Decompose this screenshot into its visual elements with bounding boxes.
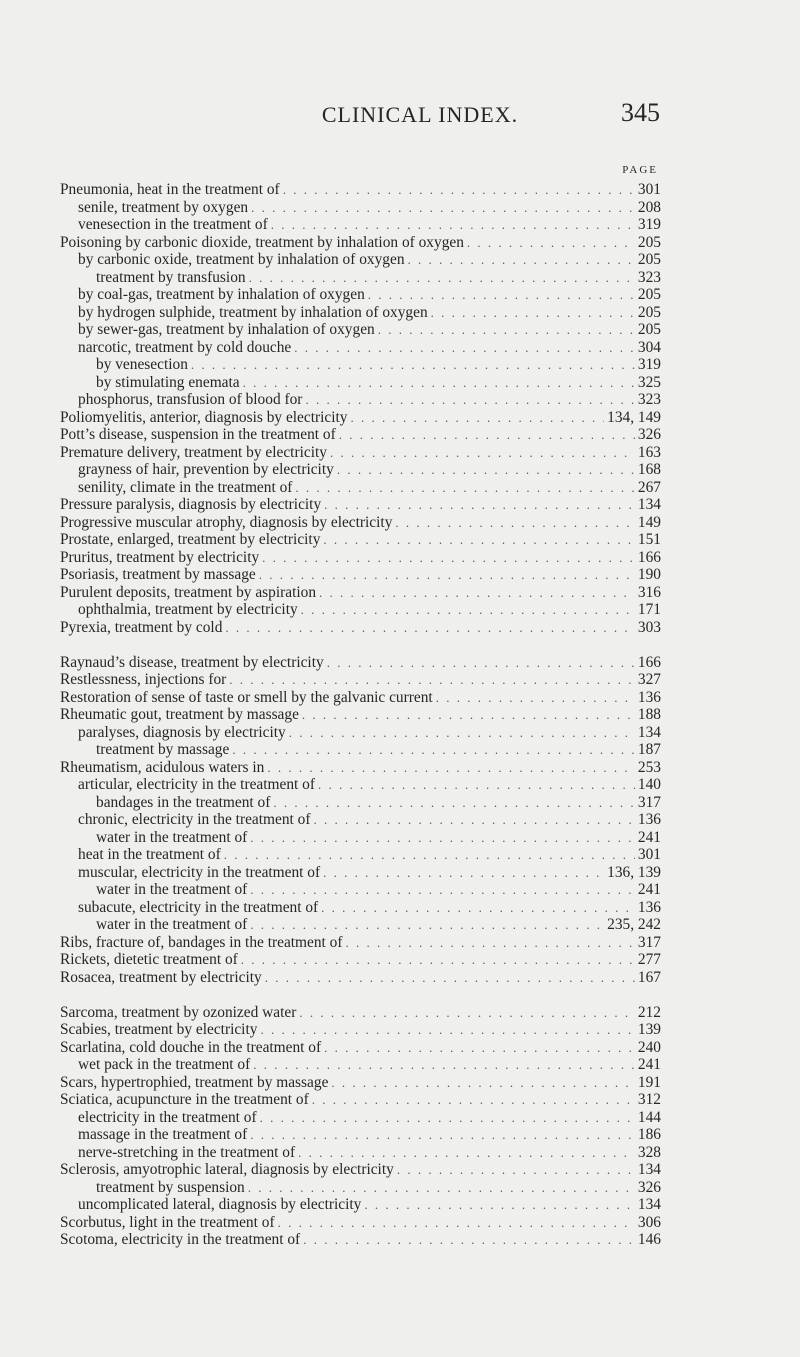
entry-page-ref: 205	[637, 233, 661, 251]
dot-leader	[224, 846, 635, 864]
entry-page-ref: 163	[637, 443, 661, 461]
page-number: 345	[621, 98, 660, 127]
index-entry	[60, 1126, 661, 1144]
index-entry	[60, 251, 661, 269]
entry-page-ref: 188	[637, 706, 661, 723]
index-entry	[60, 409, 661, 427]
dot-leader	[323, 531, 635, 549]
entry-page-ref: 325	[637, 373, 661, 391]
entry-text: Scorbutus, light in the treatment of	[60, 1213, 275, 1231]
dot-leader	[265, 969, 635, 987]
entry-page-ref: 166	[637, 653, 661, 671]
entry-page-ref: 136	[637, 898, 661, 916]
index-entry	[60, 881, 661, 899]
index-entry	[60, 234, 661, 252]
dot-leader	[250, 1126, 635, 1144]
entry-text: Psoriasis, treatment by massage	[60, 566, 256, 583]
entry-page-ref: 149	[637, 513, 661, 531]
dot-leader	[327, 654, 635, 672]
entry-text: paralyses, diagnosis by electricity	[78, 723, 286, 741]
dot-leader	[283, 181, 635, 199]
entry-page-ref: 328	[637, 1143, 661, 1161]
dot-leader	[232, 741, 635, 759]
entry-page-ref: 301	[637, 181, 661, 198]
entry-text: narcotic, treatment by cold douche	[78, 338, 292, 356]
index-entry	[60, 199, 661, 217]
index-entry	[60, 689, 661, 707]
index-entry	[60, 549, 661, 567]
index-entry	[60, 934, 661, 952]
dot-leader	[431, 304, 635, 322]
dot-leader	[253, 1056, 635, 1074]
entry-page-ref: 190	[637, 566, 661, 583]
dot-leader	[243, 374, 635, 392]
dot-leader	[251, 199, 635, 217]
entry-page-ref: 139	[637, 1021, 661, 1038]
entry-text: Restlessness, injections for	[60, 671, 227, 688]
entry-page-ref: 267	[637, 478, 661, 496]
entry-text: Pyrexia, treatment by cold	[60, 618, 223, 636]
dot-leader	[337, 461, 635, 479]
entry-text: by stimulating enemata	[96, 373, 240, 391]
entry-page-ref: 323	[637, 391, 661, 408]
entry-text: Premature delivery, treatment by electricity	[60, 443, 327, 461]
entry-text: Pott’s disease, suspension in the treatment of	[60, 426, 336, 443]
index-entry	[60, 269, 661, 287]
entry-page-ref: 323	[637, 268, 661, 286]
dot-leader	[323, 864, 604, 882]
dot-leader	[397, 1161, 635, 1179]
entry-text: nerve-stretching in the treatment of	[78, 1143, 296, 1161]
entry-text: water in the treatment of	[96, 916, 248, 933]
entry-text: by coal-gas, treatment by inhalation of oxygen	[78, 286, 365, 303]
dot-leader	[324, 496, 635, 514]
dot-leader	[378, 321, 635, 339]
index-entry	[60, 1074, 661, 1092]
dot-leader	[289, 724, 635, 742]
entry-text: Sciatica, acupuncture in the treatment of	[60, 1091, 309, 1108]
entry-page-ref: 205	[637, 303, 661, 321]
entry-page-ref: 319	[637, 356, 661, 373]
entry-text: bandages in the treatment of	[96, 793, 271, 811]
index-entry	[60, 1161, 661, 1179]
dot-leader	[294, 339, 635, 357]
index-entry	[60, 846, 661, 864]
entry-page-ref: 134	[637, 496, 661, 513]
entry-page-ref: 253	[637, 758, 661, 776]
entry-text: treatment by suspension	[96, 1178, 245, 1196]
entry-text: ophthalmia, treatment by electricity	[78, 601, 298, 618]
dot-leader	[303, 1231, 635, 1249]
entry-text: Rheumatism, acidulous waters in	[60, 758, 265, 776]
dot-leader	[295, 479, 635, 497]
dot-leader	[312, 1091, 635, 1109]
entry-text: Rosacea, treatment by electricity	[60, 968, 262, 986]
index-entry	[60, 811, 661, 829]
dot-leader	[313, 811, 634, 829]
entry-page-ref: 303	[637, 618, 661, 636]
entry-text: articular, electricity in the treatment of	[78, 776, 315, 793]
dot-leader	[319, 584, 635, 602]
group-spacer	[60, 636, 661, 654]
entry-page-ref: 241	[637, 1056, 661, 1073]
entry-page-ref: 316	[637, 583, 661, 601]
page-header	[0, 98, 800, 132]
index-entry	[60, 776, 661, 794]
dot-leader	[271, 216, 635, 234]
entry-text: treatment by transfusion	[96, 268, 246, 286]
index-entry	[60, 216, 661, 234]
dot-leader	[339, 426, 635, 444]
entry-text: by venesection	[96, 356, 188, 373]
index-entry	[60, 1231, 661, 1249]
dot-leader	[395, 514, 635, 532]
index-entry	[60, 1004, 661, 1022]
index-entry	[60, 1179, 661, 1197]
index-entry	[60, 794, 661, 812]
entry-text: Pruritus, treatment by electricity	[60, 548, 260, 566]
dot-leader	[278, 1214, 635, 1232]
index-entry	[60, 741, 661, 759]
entry-page-ref: 134	[637, 723, 661, 741]
entry-text: Poisoning by carbonic dioxide, treatment by inhalation of oxygen	[60, 233, 464, 251]
index-entry	[60, 181, 661, 199]
entry-text: by carbonic oxide, treatment by inhalation of oxygen	[78, 251, 405, 268]
entry-text: Restoration of sense of taste or smell by the galvanic current	[60, 688, 433, 706]
dot-leader	[241, 951, 635, 969]
index-entry	[60, 1144, 661, 1162]
entry-page-ref: 301	[637, 846, 661, 863]
entry-text: Sarcoma, treatment by ozonized water	[60, 1003, 297, 1021]
index-entry	[60, 461, 661, 479]
entry-page-ref: 319	[637, 216, 661, 233]
dot-leader	[331, 1074, 635, 1092]
entry-text: senility, climate in the treatment of	[78, 478, 293, 496]
entry-text: grayness of hair, prevention by electricity	[78, 461, 334, 478]
index-entry	[60, 339, 661, 357]
entry-text: venesection in the treatment of	[78, 216, 268, 233]
entry-text: by hydrogen sulphide, treatment by inhalation of oxygen	[78, 303, 428, 321]
entry-page-ref: 140	[637, 776, 661, 793]
entry-page-ref: 205	[637, 286, 661, 303]
entry-page-ref: 144	[637, 1108, 661, 1126]
index-entry	[60, 1109, 661, 1127]
entry-text: by sewer-gas, treatment by inhalation of oxygen	[78, 321, 375, 338]
dot-leader	[299, 1004, 635, 1022]
dot-leader	[267, 759, 635, 777]
entry-page-ref: 205	[637, 251, 661, 268]
index-entry	[60, 444, 661, 462]
dot-leader	[229, 671, 635, 689]
index-entry	[60, 654, 661, 672]
index-entry	[60, 496, 661, 514]
index-entry	[60, 706, 661, 724]
entry-page-ref: 136	[637, 688, 661, 706]
index-entry	[60, 619, 661, 637]
entry-page-ref: 167	[637, 968, 661, 986]
entry-text: massage in the treatment of	[78, 1126, 248, 1143]
entry-page-ref: 166	[637, 548, 661, 566]
entry-page-ref: 187	[637, 741, 661, 758]
dot-leader	[436, 689, 635, 707]
entry-text: muscular, electricity in the treatment of	[78, 863, 321, 881]
index-entry	[60, 671, 661, 689]
dot-leader	[225, 619, 635, 637]
entry-page-ref: 168	[637, 461, 661, 478]
entry-text: water in the treatment of	[96, 881, 248, 898]
entry-page-ref: 146	[637, 1231, 661, 1248]
index-entry	[60, 951, 661, 969]
index-entry	[60, 1039, 661, 1057]
entry-text: Purulent deposits, treatment by aspiration	[60, 583, 317, 601]
entry-page-ref: 208	[637, 198, 661, 216]
index-entry	[60, 374, 661, 392]
entry-text: wet pack in the treatment of	[78, 1056, 251, 1073]
entry-text: Scars, hypertrophied, treatment by massage	[60, 1073, 329, 1091]
entry-text: senile, treatment by oxygen	[78, 198, 249, 216]
running-title: CLINICAL INDEX.	[321, 102, 519, 127]
dot-leader	[305, 391, 634, 409]
entry-text: Pneumonia, heat in the treatment of	[60, 181, 280, 198]
entry-page-ref: 326	[637, 1178, 661, 1196]
dot-leader	[249, 269, 635, 287]
index-entry	[60, 759, 661, 777]
entry-text: Ribs, fracture of, bandages in the treatment of	[60, 933, 343, 951]
index-entry	[60, 1196, 661, 1214]
entry-page-ref: 212	[637, 1003, 661, 1021]
entry-text: uncomplicated lateral, diagnosis by electricity	[78, 1196, 362, 1213]
dot-leader	[321, 899, 635, 917]
entry-text: chronic, electricity in the treatment of	[78, 811, 311, 828]
index-entry	[60, 304, 661, 322]
index-entry	[60, 391, 661, 409]
entry-page-ref: 151	[637, 531, 661, 548]
entry-text: subacute, electricity in the treatment of	[78, 898, 319, 916]
dot-leader	[408, 251, 635, 269]
index-entry	[60, 566, 661, 584]
entry-text: Scabies, treatment by electricity	[60, 1021, 258, 1038]
entry-page-ref: 171	[637, 601, 661, 618]
entry-text: Progressive muscular atrophy, diagnosis by electricity	[60, 513, 393, 531]
entry-page-ref: 326	[637, 426, 661, 443]
entry-page-ref: 240	[637, 1038, 661, 1056]
dot-leader	[250, 829, 635, 847]
entry-text: Prostate, enlarged, treatment by electricity	[60, 531, 321, 548]
dot-leader	[260, 1021, 634, 1039]
dot-leader	[301, 601, 635, 619]
dot-leader	[318, 776, 635, 794]
dot-leader	[248, 1179, 635, 1197]
dot-leader	[330, 444, 635, 462]
entry-page-ref: 134	[637, 1196, 661, 1213]
entry-text: Rickets, dietetic treatment of	[60, 951, 238, 968]
entry-page-ref: 186	[637, 1126, 661, 1143]
entry-page-ref: 136, 139	[607, 863, 661, 881]
entry-page-ref: 317	[637, 933, 661, 951]
index-entry	[60, 584, 661, 602]
index-entry	[60, 601, 661, 619]
entry-page-ref: 277	[637, 951, 661, 968]
dot-leader	[250, 881, 635, 899]
entry-text: Sclerosis, amyotrophic lateral, diagnosis by electricity	[60, 1161, 394, 1178]
dot-leader	[368, 286, 635, 304]
index-entry	[60, 531, 661, 549]
dot-leader	[467, 234, 635, 252]
index-entry	[60, 321, 661, 339]
entry-text: electricity in the treatment of	[78, 1108, 257, 1126]
index-entry	[60, 514, 661, 532]
dot-leader	[191, 356, 635, 374]
dot-leader	[302, 706, 635, 724]
index-entry	[60, 969, 661, 987]
index-entry	[60, 286, 661, 304]
entry-page-ref: 205	[637, 321, 661, 338]
index-entry	[60, 829, 661, 847]
entry-text: Scotoma, electricity in the treatment of	[60, 1231, 301, 1248]
index-entry	[60, 1214, 661, 1232]
dot-leader	[259, 566, 635, 584]
index-entries	[60, 181, 661, 1249]
entry-text: treatment by massage	[96, 741, 230, 758]
entry-text: heat in the treatment of	[78, 846, 221, 863]
index-entry	[60, 916, 661, 934]
entry-page-ref: 241	[637, 881, 661, 898]
dot-leader	[364, 1196, 635, 1214]
dot-leader	[250, 916, 604, 934]
group-spacer	[60, 986, 661, 1004]
page-column-heading: PAGE	[622, 164, 658, 176]
entry-text: Rheumatic gout, treatment by massage	[60, 706, 299, 723]
entry-text: Scarlatina, cold douche in the treatment of	[60, 1038, 322, 1056]
entry-page-ref: 134, 149	[607, 408, 661, 426]
dot-leader	[346, 934, 635, 952]
entry-text: Pressure paralysis, diagnosis by electricity	[60, 496, 322, 513]
index-entry	[60, 426, 661, 444]
entry-page-ref: 306	[637, 1213, 661, 1231]
entry-page-ref: 136	[637, 811, 661, 828]
index-entry	[60, 1056, 661, 1074]
dot-leader	[262, 549, 635, 567]
dot-leader	[273, 794, 635, 812]
dot-leader	[298, 1144, 635, 1162]
index-entry	[60, 864, 661, 882]
entry-page-ref: 235, 242	[607, 916, 661, 933]
entry-page-ref: 241	[637, 828, 661, 846]
entry-text: Raynaud’s disease, treatment by electricity	[60, 653, 324, 671]
entry-page-ref: 304	[637, 338, 661, 356]
entry-page-ref: 327	[637, 671, 661, 688]
entry-page-ref: 317	[637, 793, 661, 811]
entry-page-ref: 312	[637, 1091, 661, 1108]
index-entry	[60, 899, 661, 917]
entry-page-ref: 191	[637, 1073, 661, 1091]
entry-text: Poliomyelitis, anterior, diagnosis by electricity	[60, 408, 348, 426]
entry-text: phosphorus, transfusion of blood for	[78, 391, 303, 408]
entry-page-ref: 134	[637, 1161, 661, 1178]
index-entry	[60, 1091, 661, 1109]
dot-leader	[324, 1039, 635, 1057]
index-entry	[60, 1021, 661, 1039]
index-entry	[60, 479, 661, 497]
index-entry	[60, 724, 661, 742]
entry-text: water in the treatment of	[96, 828, 248, 846]
dot-leader	[350, 409, 604, 427]
dot-leader	[260, 1109, 635, 1127]
index-entry	[60, 356, 661, 374]
